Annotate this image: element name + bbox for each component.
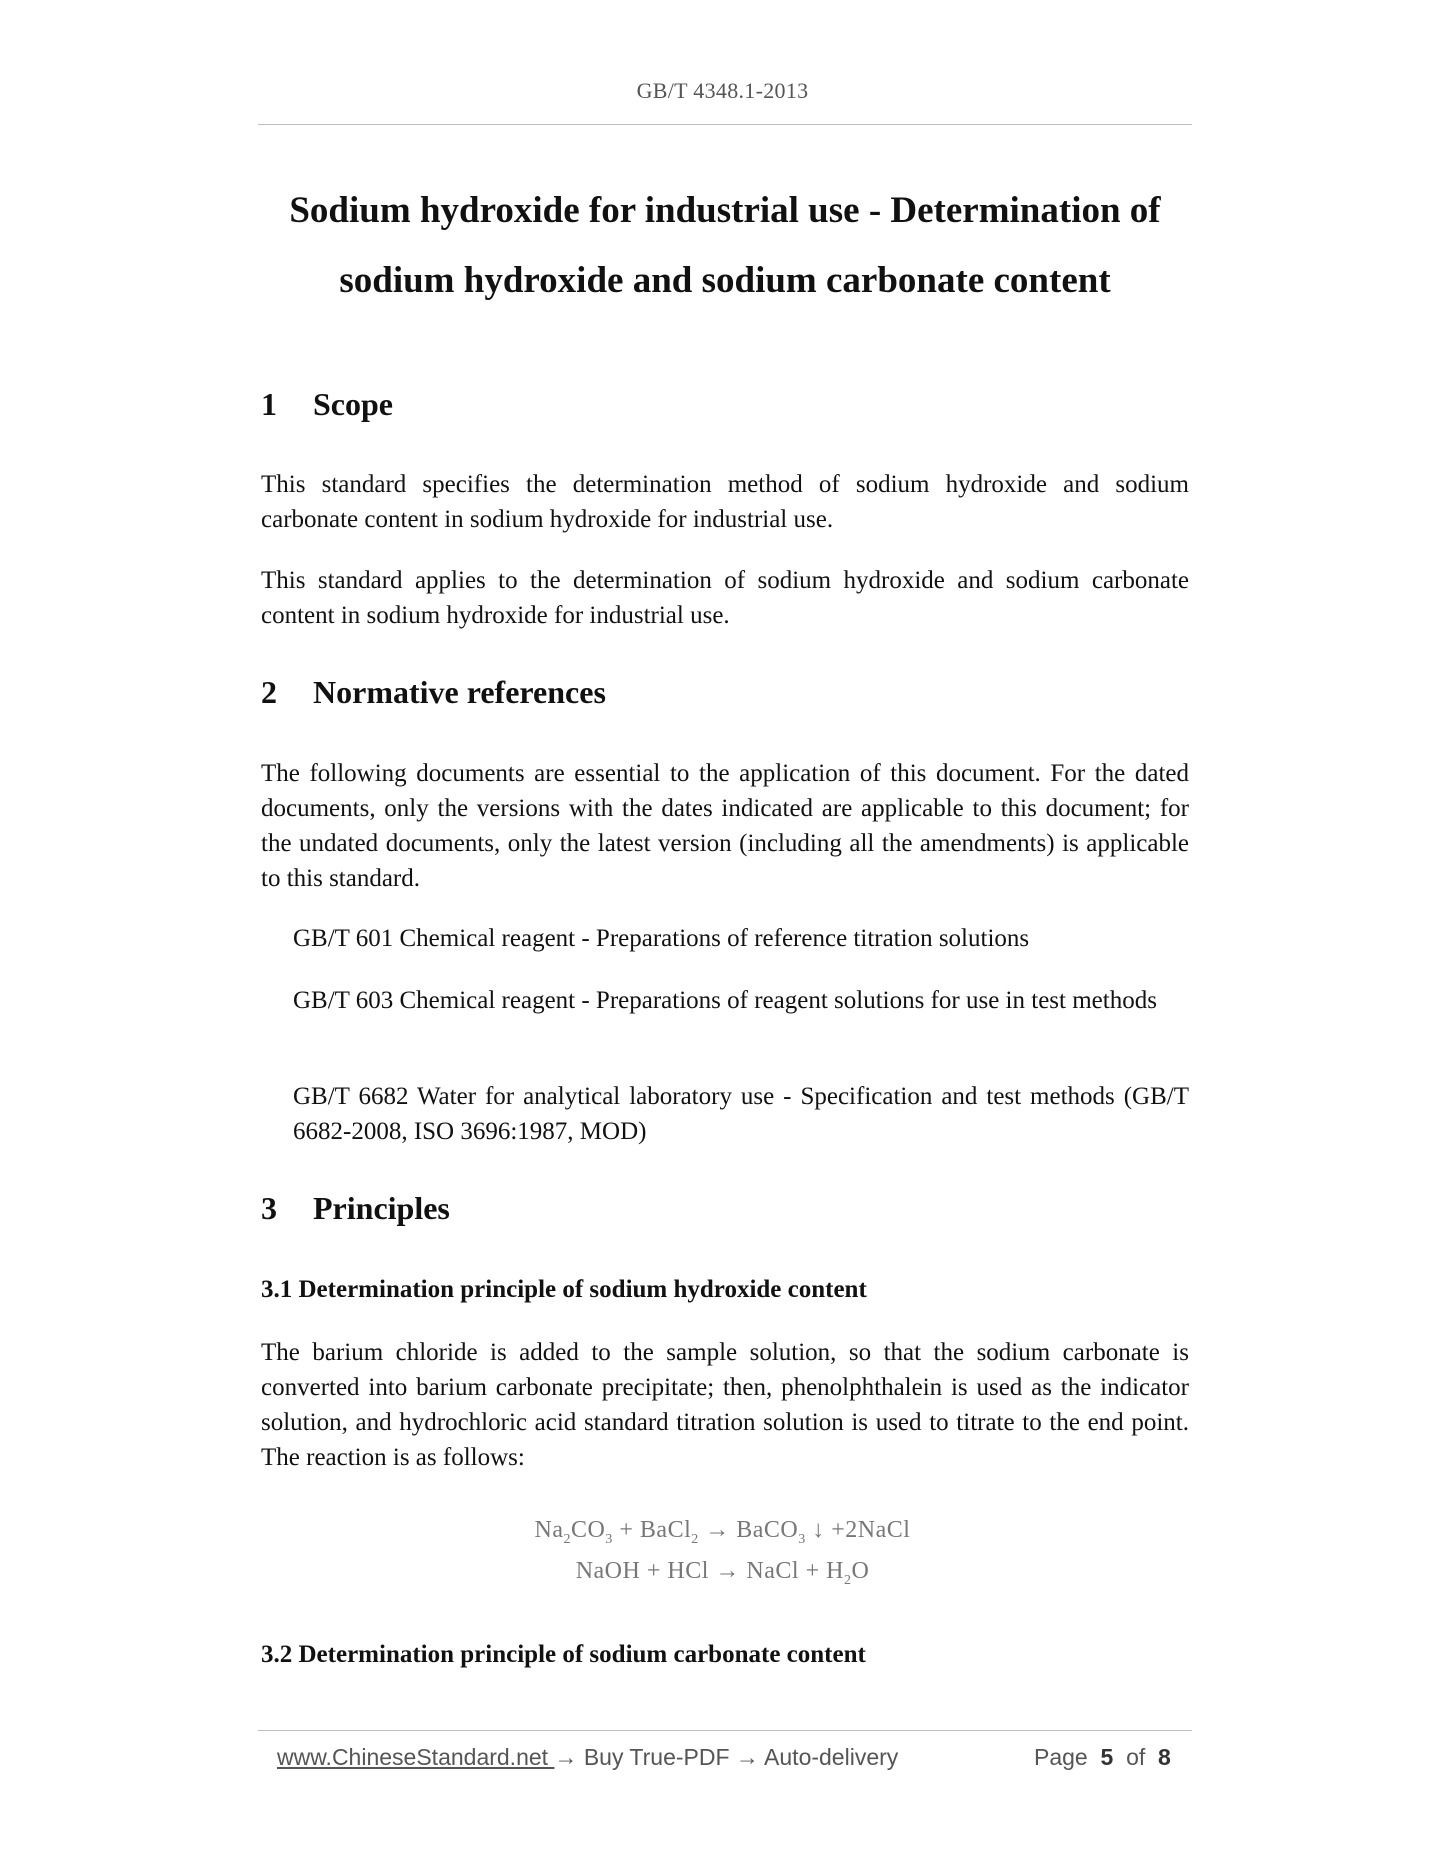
footer-promo bbox=[277, 1744, 898, 1771]
subsection-3-1-heading: 3.1 Determination principle of sodium hydroxide content bbox=[261, 1276, 867, 1303]
section-title: Scope bbox=[313, 386, 393, 422]
principle-3-1-paragraph: The barium chloride is added to the sample solution, so that the sodium carbonate is converted into barium carbonate precipitate; then, phenolphthalein is used as the indicator solution, and hydrochloric acid standard titration solution is used to titrate to the end point. The reaction is as follows: bbox=[261, 1339, 1189, 1471]
precipitate-arrow-icon: ↓ bbox=[812, 1517, 825, 1543]
buy-text: Buy True-PDF bbox=[577, 1744, 736, 1770]
reaction-arrow: → bbox=[705, 1517, 730, 1543]
scope-paragraph-1: This standard specifies the determination method of sodium hydroxide and sodium carbonate content in sodium hydroxide for industrial use. bbox=[261, 471, 1189, 533]
current-page: 5 bbox=[1100, 1744, 1114, 1770]
page-indicator: Page 5 of 8 bbox=[1034, 1744, 1171, 1770]
total-pages: 8 bbox=[1158, 1744, 1171, 1770]
reference-gbt-6682: GB/T 6682 Water for analytical laboratory use - Specification and test methods (GB/T 6682-2008, ISO 3696:1987, MOD) bbox=[293, 1083, 1189, 1145]
reaction-arrow: → bbox=[715, 1558, 740, 1584]
reaction-equation-2: NaOH + HCl → NaCl + $H_2O$ bbox=[575, 1558, 870, 1588]
arrow-right-icon: → bbox=[735, 1744, 759, 1770]
reaction-equation-1: $Na_2CO_3$ + BaCl$_2$ → BaCO$_3$ ↓ +2NaCl bbox=[534, 1517, 911, 1547]
section-number: 1 bbox=[261, 386, 277, 422]
arrow-right-icon: → bbox=[554, 1744, 578, 1770]
title-line-1: Sodium hydroxide for industrial use - Determination of bbox=[289, 190, 1161, 231]
section-number: 3 bbox=[261, 1190, 277, 1226]
section-1-heading bbox=[261, 386, 393, 423]
delivery-text: Auto-delivery bbox=[758, 1744, 899, 1770]
section-title: Principles bbox=[313, 1190, 450, 1226]
section-2-heading bbox=[261, 674, 606, 711]
header-rule bbox=[258, 124, 1192, 125]
running-header: GB/T 4348.1-2013 bbox=[636, 78, 809, 103]
section-3-heading bbox=[261, 1190, 450, 1227]
scope-paragraph-2: This standard applies to the determination of sodium hydroxide and sodium carbonate content in sodium hydroxide for industrial use. bbox=[261, 567, 1189, 629]
section-title: Normative references bbox=[313, 674, 606, 710]
website-link[interactable]: www.ChineseStandard.net bbox=[277, 1744, 555, 1770]
subsection-3-2-heading: 3.2 Determination principle of sodium carbonate content bbox=[261, 1641, 866, 1668]
document-title bbox=[258, 176, 1192, 316]
reference-gbt-601: GB/T 601 Chemical reagent - Preparations of reference titration solutions bbox=[293, 925, 1030, 952]
footer-rule bbox=[258, 1730, 1192, 1731]
reference-gbt-603: GB/T 603 Chemical reagent - Preparations of reagent solutions for use in test methods bbox=[293, 987, 1157, 1014]
title-line-2: sodium hydroxide and sodium carbonate content bbox=[339, 260, 1111, 301]
normative-intro: The following documents are essential to the application of this document. For the dated documents, only the versions with the dates indicated are applicable to this document; for the undated documents, only the latest version (including all the amendments) is applicable to this standard. bbox=[261, 760, 1189, 892]
section-number: 2 bbox=[261, 674, 277, 710]
